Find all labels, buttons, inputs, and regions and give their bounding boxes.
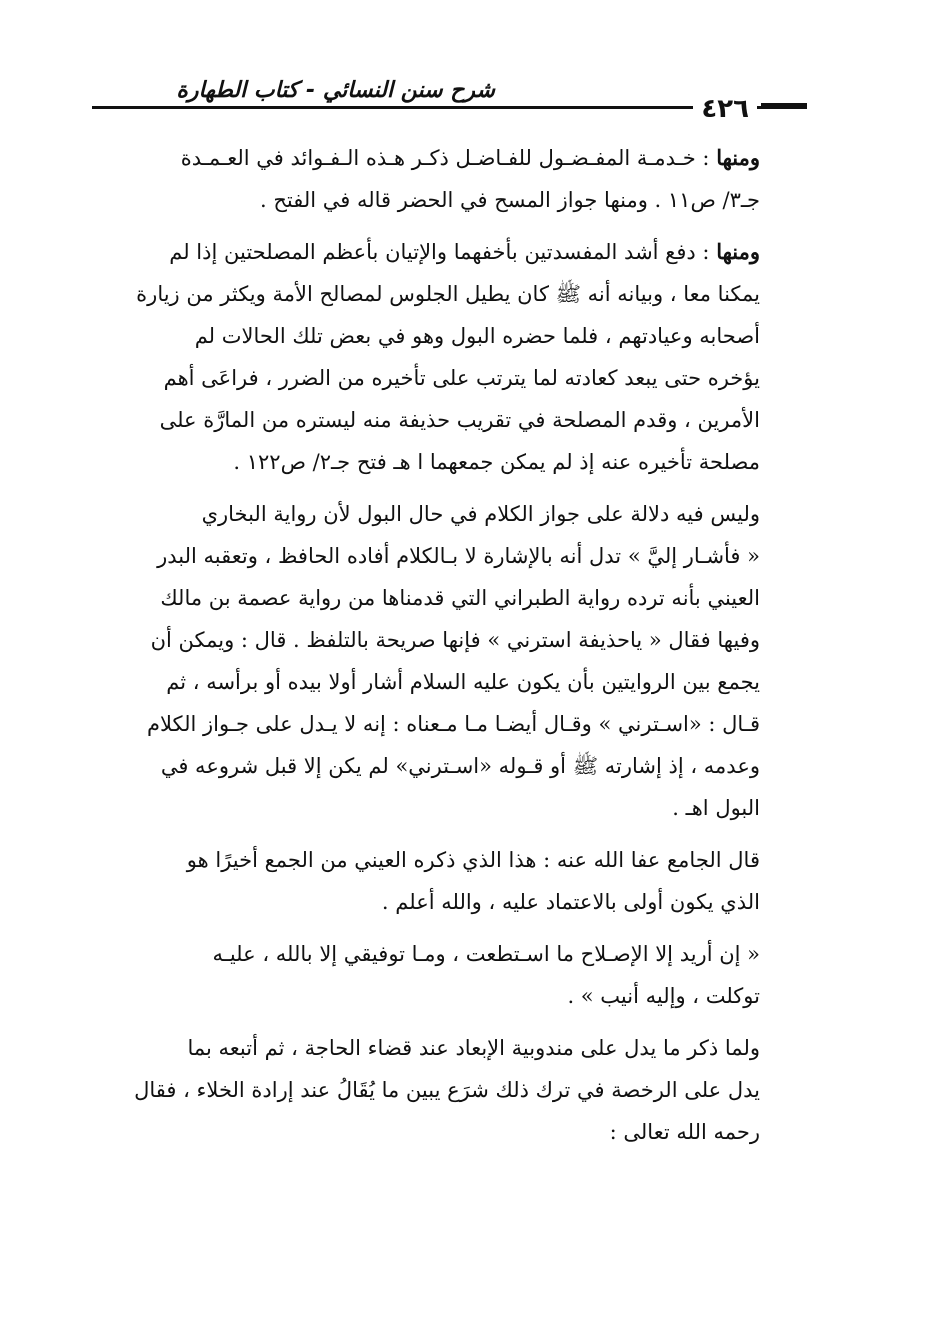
page-number: ٤٢٦ — [693, 96, 757, 122]
text-line: وفيها فقال « ياحذيفة استرني » فإنها صريحة بالتلفظ . قال : ويمكن أن — [150, 628, 760, 652]
text-line: ولما ذكر ما يدل على مندوبية الإبعاد عند قضاء الحاجة ، ثم أتبعه بما — [187, 1036, 760, 1060]
text-line: « إن أريد إلا الإصـلاح ما اسـتطعت ، ومـا توفيقي إلا بالله ، عليـه — [212, 942, 760, 966]
paragraph-benefit-2 — [92, 231, 812, 483]
text-line: العيني بأنه ترده رواية الطبراني التي قدمناها من رواية عصمة بن مالك — [160, 586, 760, 610]
text-line: وعدمه ، إذ إشارته ﷺ أو قـوله «اسـترني» لم يكن إلا قبل شروعه في — [160, 754, 760, 778]
text-line: يدل على الرخصة في ترك ذلك شرَع يبين ما يُقَالُ عند إرادة الخلاء ، فقال — [134, 1078, 760, 1102]
running-title: شرح سنن النسائي - كتاب الطهارة — [176, 78, 495, 103]
text-line: يجمع بين الروايتين بأن يكون عليه السلام أشار أولا بيده أو برأسه ، ثم — [166, 670, 760, 694]
paragraph-discussion — [92, 493, 812, 829]
text-line: الأمرين ، وقدم المصلحة في تقريب حذيفة منه ليستره من المارَّة على — [159, 408, 760, 432]
text-line: أصحابه وعيادتهم ، فلما حضره البول وهو في بعض تلك الحالات لم — [194, 324, 760, 348]
paragraph-transition — [92, 1027, 812, 1153]
text-line: « فأشـار إليَّ » تدل أنه بالإشارة لا بـالكلام أفاده الحافظ ، وتعقبه البدر — [157, 544, 760, 568]
text-line: مصلحة تأخيره عنه إذ لم يمكن جمعهما ا هـ فتح جـ٢/ ص١٢٢ . — [233, 450, 760, 474]
paragraph-compiler-note — [92, 839, 812, 923]
text-line: توكلت ، وإليه أنيب » . — [567, 984, 760, 1008]
page-header — [92, 76, 807, 126]
text-line: قـال : «اسـترني » وقـال أيضـا مـا مـعناه : إنه لا يـدل على جـواز الكلام — [147, 712, 760, 736]
line-text: : خـدمـة المفـضـول للفـاضـل ذكـر هـذه الـفـوائد في العـمـدة — [180, 146, 710, 170]
paragraph-quote — [92, 933, 812, 1017]
text-line: رحمه الله تعالى : — [609, 1120, 760, 1144]
text-line: جـ٣/ ص١١ . ومنها جواز المسح في الحضر قاله في الفتح . — [259, 188, 760, 212]
text-line: يمكنا معا ، وبيانه أنه ﷺ كان يطيل الجلوس لمصالح الأمة ويكثر من زيارة — [136, 282, 760, 306]
line-text: : دفع أشد المفسدتين بأخفهما والإتيان بأعظم المصلحتين إذا لم — [169, 240, 710, 264]
text-line: البول اهـ . — [672, 796, 760, 820]
page-number-dash — [761, 103, 807, 107]
paragraph-lead: ومنها — [716, 239, 760, 264]
text-line — [92, 231, 760, 273]
text-line: يؤخره حتى يبعد كعادته لما يترتب على تأخيره من الضرر ، فراعَى أهم — [163, 366, 760, 390]
text-line: وليس فيه دلالة على جواز الكلام في حال البول لأن رواية البخاري — [201, 502, 760, 526]
page-body — [92, 137, 812, 1163]
text-line — [92, 137, 760, 179]
paragraph-benefit-1 — [92, 137, 812, 221]
text-line: الذي يكون أولى بالاعتماد عليه ، والله أعلم . — [381, 890, 760, 914]
paragraph-lead: ومنها — [716, 145, 760, 170]
text-line: قال الجامع عفا الله عنه : هذا الذي ذكره العيني من الجمع أخيرًا هو — [186, 848, 760, 872]
